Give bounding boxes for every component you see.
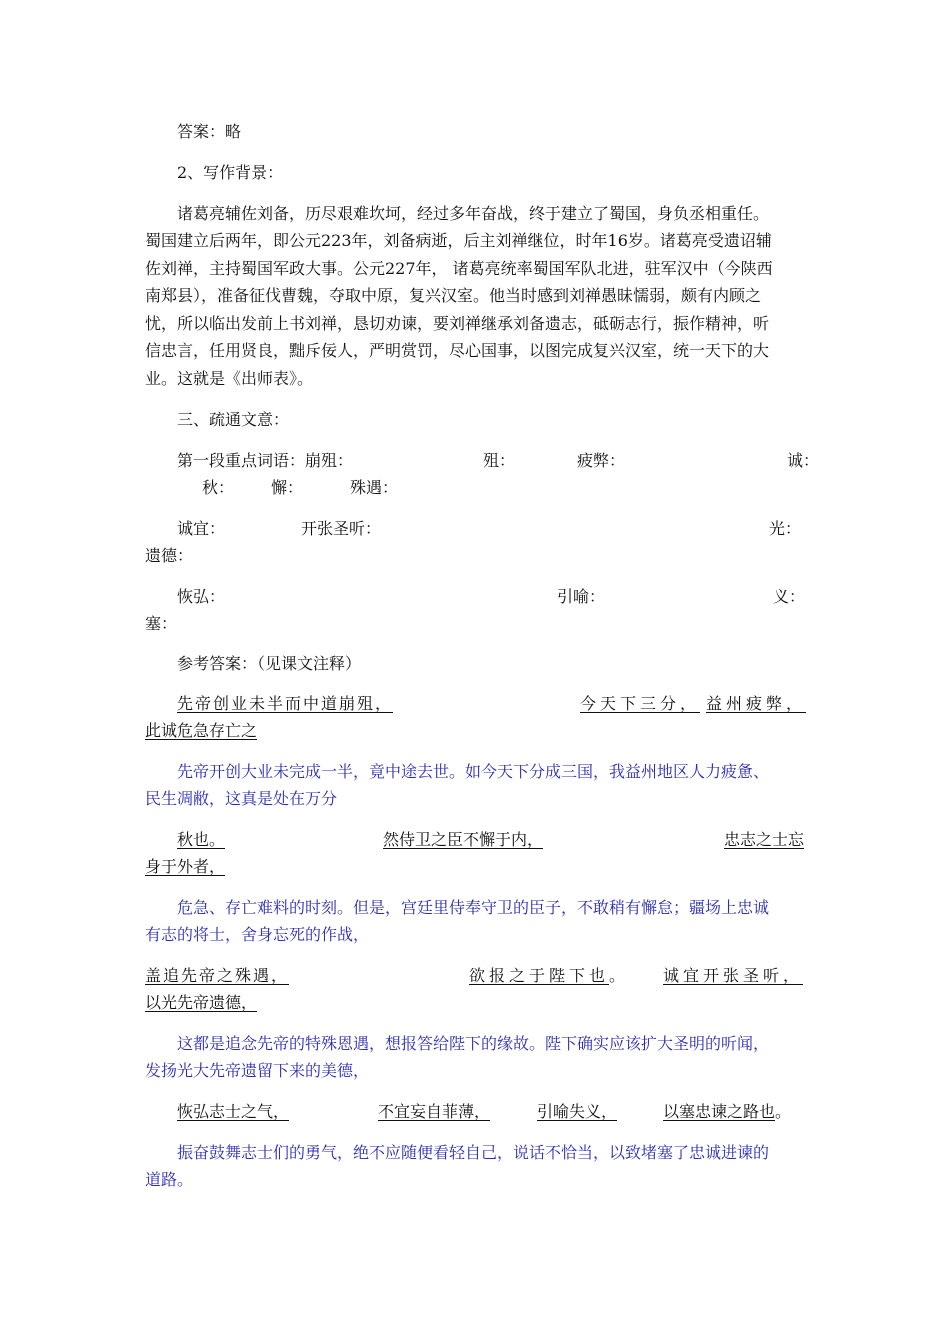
- translation-line: 道路。: [145, 1170, 194, 1189]
- background-heading: 2、写作背景：: [177, 163, 284, 182]
- paragraph-line: 信忠言，任用贤良，黜斥佞人，严明赏罚，尽心国事，以图完成复兴汉室，统一天下的大: [145, 341, 770, 360]
- original-text: 忠志之士忘: [724, 830, 805, 849]
- translation-line: 民生凋敝，这真是处在万分: [145, 789, 338, 808]
- original-text: 今天下三分，: [580, 694, 701, 713]
- original-text: 不宜妄自菲薄，: [378, 1102, 491, 1121]
- original-text: 益州疲弊，: [706, 694, 807, 713]
- original-text: 身于外者，: [145, 857, 226, 876]
- vocab-term: 诚宜：: [177, 519, 226, 538]
- paragraph-line: 南郑县），准备征伐曹魏，夺取中原，复兴汉室。他当时感到刘禅愚昧懦弱，颇有内顾之: [145, 286, 762, 305]
- translation-line: 有志的将士，舍身忘死的作战，: [145, 925, 370, 944]
- vocab-term: 光：: [769, 519, 802, 538]
- original-text: 然侍卫之臣不懈于内，: [383, 830, 544, 849]
- vocab-term: 义：: [773, 587, 806, 606]
- vocab-term: 崩殂：: [305, 451, 354, 470]
- translation-line: 发扬光大先帝遗留下来的美德，: [145, 1061, 370, 1080]
- original-text: 引喻失义，: [537, 1102, 618, 1121]
- punctuation: 。: [609, 966, 626, 985]
- vocab-term: 秋：: [202, 478, 235, 497]
- translation-line: 振奋鼓舞志士们的勇气，绝不应随便看轻自己，说话不恰当，以致堵塞了忠诚进谏的: [177, 1143, 770, 1162]
- vocab-term: 殊遇：: [350, 478, 399, 497]
- vocab-term: 殂：: [483, 451, 516, 470]
- original-text: 诚宜开张圣听，: [663, 966, 804, 985]
- vocab-term: 开张圣听：: [301, 519, 382, 538]
- section3-heading: 三、疏通文意：: [177, 410, 290, 429]
- paragraph-line: 佐刘禅，主持蜀国军政大事。公元227年， 诸葛亮统率蜀国军队北进，驻军汉中（今陕西: [145, 259, 773, 278]
- original-text-group: [663, 1101, 791, 1123]
- original-text: 盖追先帝之殊遇，: [145, 966, 290, 985]
- vocab-term: 恢弘：: [177, 587, 226, 606]
- original-text-group: [469, 965, 625, 987]
- vocab-term: 诚：: [787, 451, 820, 470]
- answer-line: 答案：略: [177, 122, 242, 141]
- punctuation: 。: [775, 1102, 792, 1121]
- paragraph-line: 蜀国建立后两年，即公元223年，刘备病逝，后主刘禅继位，时年16岁。诸葛亮受遗诏辅: [145, 231, 772, 250]
- paragraph-line: 诸葛亮辅佐刘备，历尽艰难坎坷，经过多年奋战，终于建立了蜀国，身负丞相重任。: [177, 204, 770, 223]
- original-text: 恢弘志士之气，: [177, 1102, 290, 1121]
- translation-line: 这都是追念先帝的特殊恩遇，想报答给陛下的缘故。陛下确实应该扩大圣明的听闻，: [177, 1034, 770, 1053]
- original-text: 秋也。: [177, 830, 226, 849]
- vocab-label: 第一段重点词语：: [177, 451, 306, 470]
- original-text: 此诚危急存亡之: [145, 721, 258, 740]
- vocab-term: 遗德：: [145, 546, 194, 565]
- reference-answer: 参考答案：（见课文注释）: [177, 654, 362, 673]
- paragraph-line: 忧，所以临出发前上书刘禅，恳切劝谏，要刘禅继承刘备遗志，砥砺志行，振作精神，听: [145, 314, 770, 333]
- vocab-term: 塞：: [145, 614, 178, 633]
- paragraph-line: 业。这就是《出师表》。: [145, 369, 314, 388]
- vocab-term: 疲弊：: [577, 451, 626, 470]
- original-text: 以光先帝遗德，: [145, 993, 258, 1012]
- original-text: 以塞忠谏之路也: [663, 1102, 776, 1121]
- vocab-term: 引喻：: [557, 587, 606, 606]
- original-text: 先帝创业未半而中道崩殂，: [177, 694, 394, 713]
- vocab-term: 懈：: [271, 478, 304, 497]
- translation-line: 危急、存亡难料的时刻。但是，宫廷里侍奉守卫的臣子，不敢稍有懈怠；疆场上忠诚: [177, 898, 770, 917]
- original-text: 欲报之于陛下也: [469, 966, 610, 985]
- translation-line: 先帝开创大业未完成一半，竟中途去世。如今天下分成三国，我益州地区人力疲惫、: [177, 762, 770, 781]
